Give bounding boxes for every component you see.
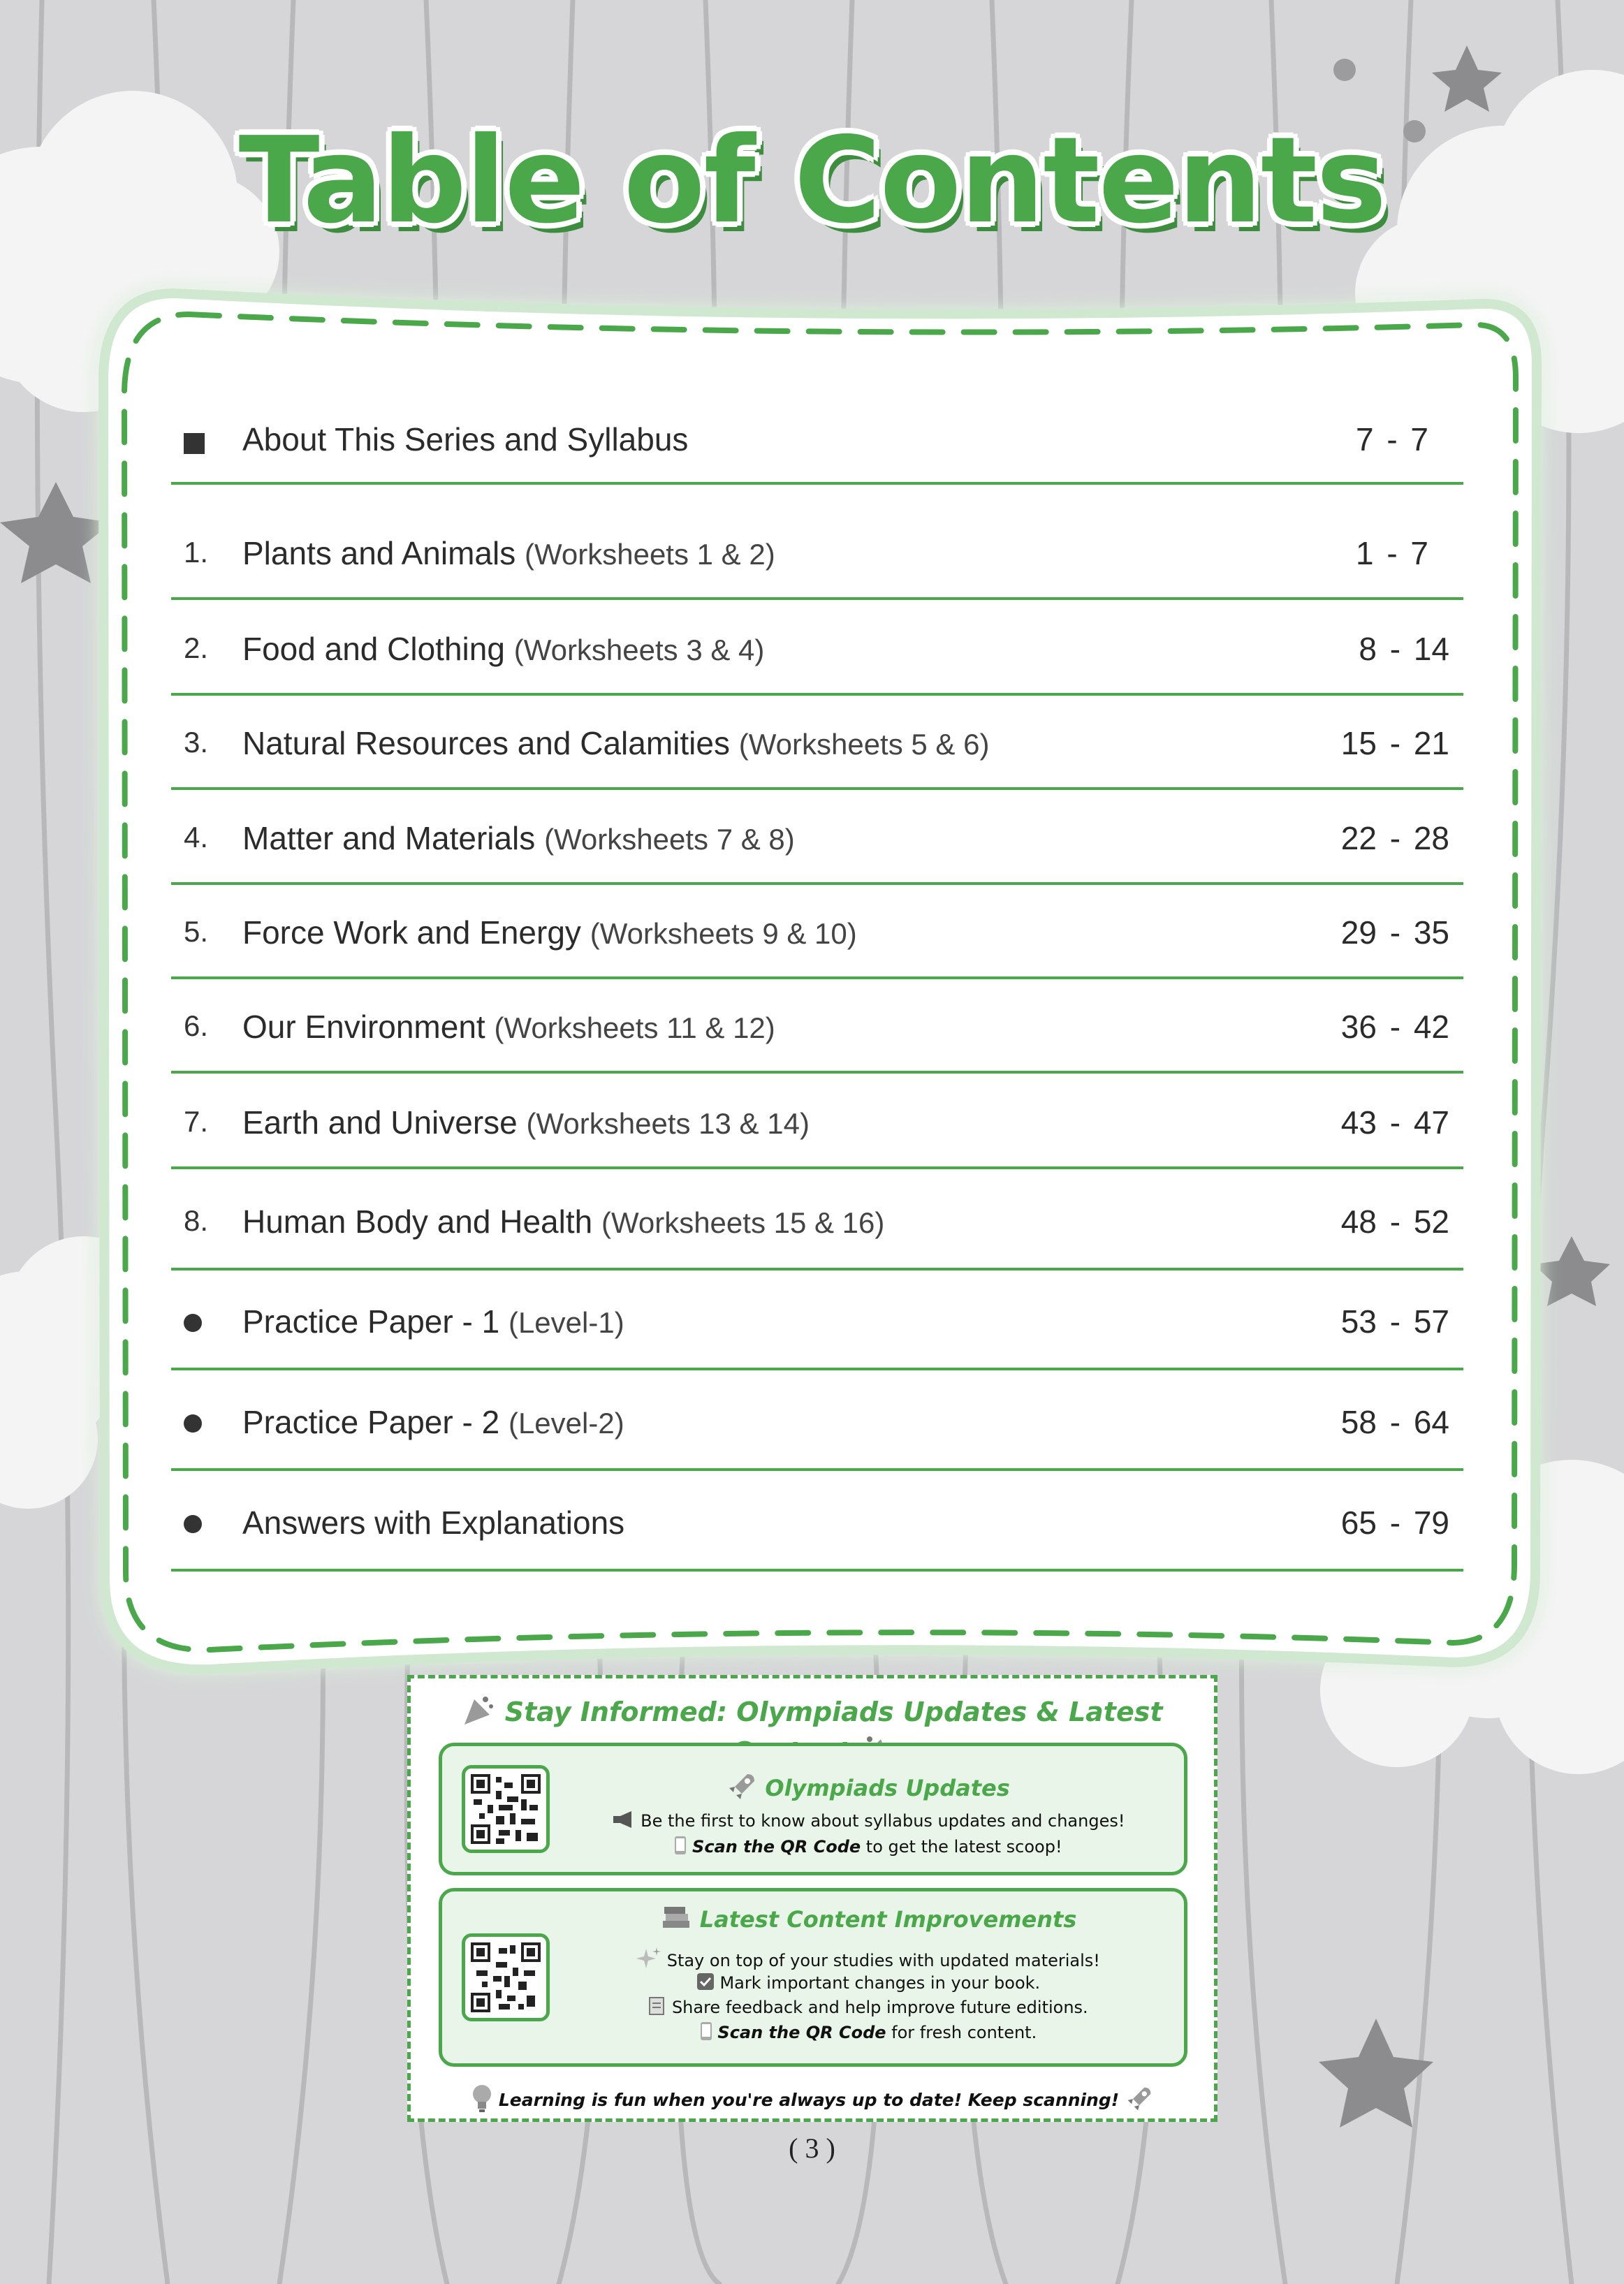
toc-row (171, 1370, 1463, 1471)
toc-row-title-text: Answers with Explanations (242, 1505, 625, 1541)
toc-row-title (242, 1104, 810, 1141)
content-line-1-text: Stay on top of your studies with updated materials! (666, 1951, 1100, 1970)
toc-row-title-text: Plants and Animals (242, 534, 516, 571)
toc-row-title (242, 819, 795, 857)
toc-row-title-text: Practice Paper - 1 (242, 1303, 500, 1340)
updates-heading (568, 1771, 1169, 1808)
toc-row-worksheets: (Worksheets 7 & 8) (544, 822, 795, 856)
toc-row-pages: 29 - 35 (1340, 914, 1449, 951)
toc-row-pages: 43 - 47 (1340, 1104, 1449, 1141)
content-line-2 (568, 1972, 1169, 1995)
toc-row-worksheets: (Worksheets 9 & 10) (590, 916, 857, 950)
toc-row-pages: 15 - 21 (1340, 724, 1449, 761)
toc-row-pages: 48 - 52 (1340, 1203, 1449, 1240)
rocket-icon (1125, 2085, 1153, 2117)
content-heading-text: Latest Content Improvements (699, 1906, 1077, 1933)
phone-icon (674, 1836, 687, 1859)
toc-row-title (242, 420, 688, 458)
toc-row-title (242, 1008, 775, 1046)
toc-row-number: 7. (184, 1104, 209, 1138)
toc-row-pages: 53 - 57 (1340, 1303, 1449, 1340)
toc-row (171, 1170, 1463, 1271)
toc-row (171, 1471, 1463, 1572)
toc-row (171, 1270, 1463, 1370)
info-panel (407, 1675, 1217, 2122)
toc-row-pages: 65 - 79 (1340, 1505, 1449, 1541)
content-heading (568, 1904, 1169, 1938)
toc-row (171, 599, 1463, 696)
checkbox-icon (696, 1972, 715, 1995)
toc-row-title (242, 630, 764, 668)
toc-row-title-text: Force Work and Energy (242, 914, 581, 951)
toc-row-worksheets: (Worksheets 5 & 6) (738, 727, 990, 761)
toc-row-title (242, 914, 857, 951)
memo-icon (648, 1996, 666, 2020)
toc-row-pages: 22 - 28 (1340, 819, 1449, 856)
party-popper-icon (462, 1694, 495, 1734)
updates-line-1 (568, 1810, 1169, 1833)
toc-row-worksheets: (Level-2) (508, 1407, 624, 1440)
updates-scan-bold: Scan the QR Code (692, 1837, 861, 1857)
info-footer (411, 2084, 1214, 2118)
toc-row-title-text: Earth and Universe (242, 1104, 518, 1141)
sparkles-icon (636, 1947, 661, 1975)
toc-row-worksheets: (Worksheets 3 & 4) (513, 633, 765, 666)
books-icon (660, 1904, 692, 1938)
toc-row-worksheets: (Worksheets 1 & 2) (525, 537, 775, 571)
toc-row (171, 503, 1463, 600)
content-line-3 (568, 1996, 1169, 2020)
round-bullet-icon (184, 1507, 202, 1540)
updates-line-2 (568, 1836, 1169, 1859)
toc-row-title (242, 1203, 884, 1240)
rocket-icon (726, 1771, 757, 1808)
toc-row (171, 1072, 1463, 1169)
toc-row (171, 882, 1463, 979)
toc-row-title-text: Practice Paper - 2 (242, 1404, 500, 1440)
toc-row-pages: 7 - 7 (1355, 421, 1428, 457)
content-qr-code[interactable] (462, 1933, 550, 2021)
page-title: Table of Contents (238, 112, 1386, 250)
toc-row (171, 976, 1463, 1074)
round-bullet-icon (184, 1305, 202, 1339)
content-scan-rest: for fresh content. (886, 2023, 1037, 2042)
toc-row-title-text: Food and Clothing (242, 630, 505, 667)
toc-row-number: 4. (184, 820, 209, 854)
updates-box (439, 1743, 1187, 1875)
toc-row-worksheets: (Worksheets 11 & 12) (494, 1011, 775, 1044)
qr-code-icon (471, 1774, 541, 1844)
toc-row-title-text: Natural Resources and Calamities (242, 724, 730, 761)
toc-row (171, 788, 1463, 885)
updates-scan-rest: to get the latest scoop! (861, 1837, 1062, 1857)
qr-code-icon (471, 1942, 541, 2012)
toc-row-number: 3. (184, 725, 209, 759)
toc-row-worksheets: (Level-1) (508, 1306, 624, 1339)
square-bullet-icon (184, 427, 205, 461)
content-line-1 (568, 1947, 1169, 1975)
phone-icon (700, 2021, 712, 2045)
toc-row-title (242, 1403, 624, 1441)
toc-row-pages: 1 - 7 (1355, 534, 1428, 571)
content-box (439, 1888, 1187, 2067)
toc-row-worksheets: (Worksheets 13 & 14) (526, 1106, 810, 1140)
updates-heading-text: Olympiads Updates (765, 1775, 1010, 1801)
toc-row-title (242, 724, 989, 762)
toc-row-title-text: Our Environment (242, 1008, 485, 1045)
toc-row-title-text: Human Body and Health (242, 1203, 593, 1240)
toc-row-pages: 36 - 42 (1340, 1008, 1449, 1045)
toc-row-pages: 8 - 14 (1359, 630, 1449, 667)
toc-row-number: 8. (184, 1204, 209, 1237)
content-line-3-text: Share feedback and help improve future editions. (671, 1998, 1088, 2017)
content-scan-bold: Scan the QR Code (717, 2023, 886, 2042)
content-line-4 (568, 2021, 1169, 2045)
toc-row-title (242, 1303, 624, 1340)
lightbulb-icon (471, 2084, 492, 2118)
content-line-2-text: Mark important changes in your book. (719, 1973, 1041, 1993)
round-bullet-icon (184, 1406, 202, 1440)
toc-row-title-text: Matter and Materials (242, 819, 536, 856)
toc-row-number: 2. (184, 631, 209, 664)
toc-row-title (242, 534, 775, 572)
info-footer-text: Learning is fun when you're always up to date! Keep scanning! (498, 2090, 1120, 2110)
info-heading-text: Stay Informed: Olympiads Updates & Latest (504, 1697, 1163, 1727)
updates-qr-code[interactable] (462, 1765, 550, 1853)
toc-row-pages: 58 - 64 (1340, 1404, 1449, 1440)
toc-row (171, 391, 1463, 485)
toc-row-title-text: About This Series and Syllabus (242, 421, 689, 457)
toc-row (171, 693, 1463, 790)
updates-line-1-text: Be the first to know about syllabus updates and changes! (641, 1811, 1125, 1831)
toc-row-worksheets: (Worksheets 15 & 16) (601, 1206, 885, 1239)
toc-row-number: 1. (184, 535, 209, 569)
toc-row-number: 6. (184, 1009, 209, 1042)
page-number: ( 3 ) (789, 2132, 835, 2164)
toc-row-title (242, 1504, 624, 1542)
toc-row-number: 5. (184, 914, 209, 948)
megaphone-icon (612, 1810, 636, 1833)
